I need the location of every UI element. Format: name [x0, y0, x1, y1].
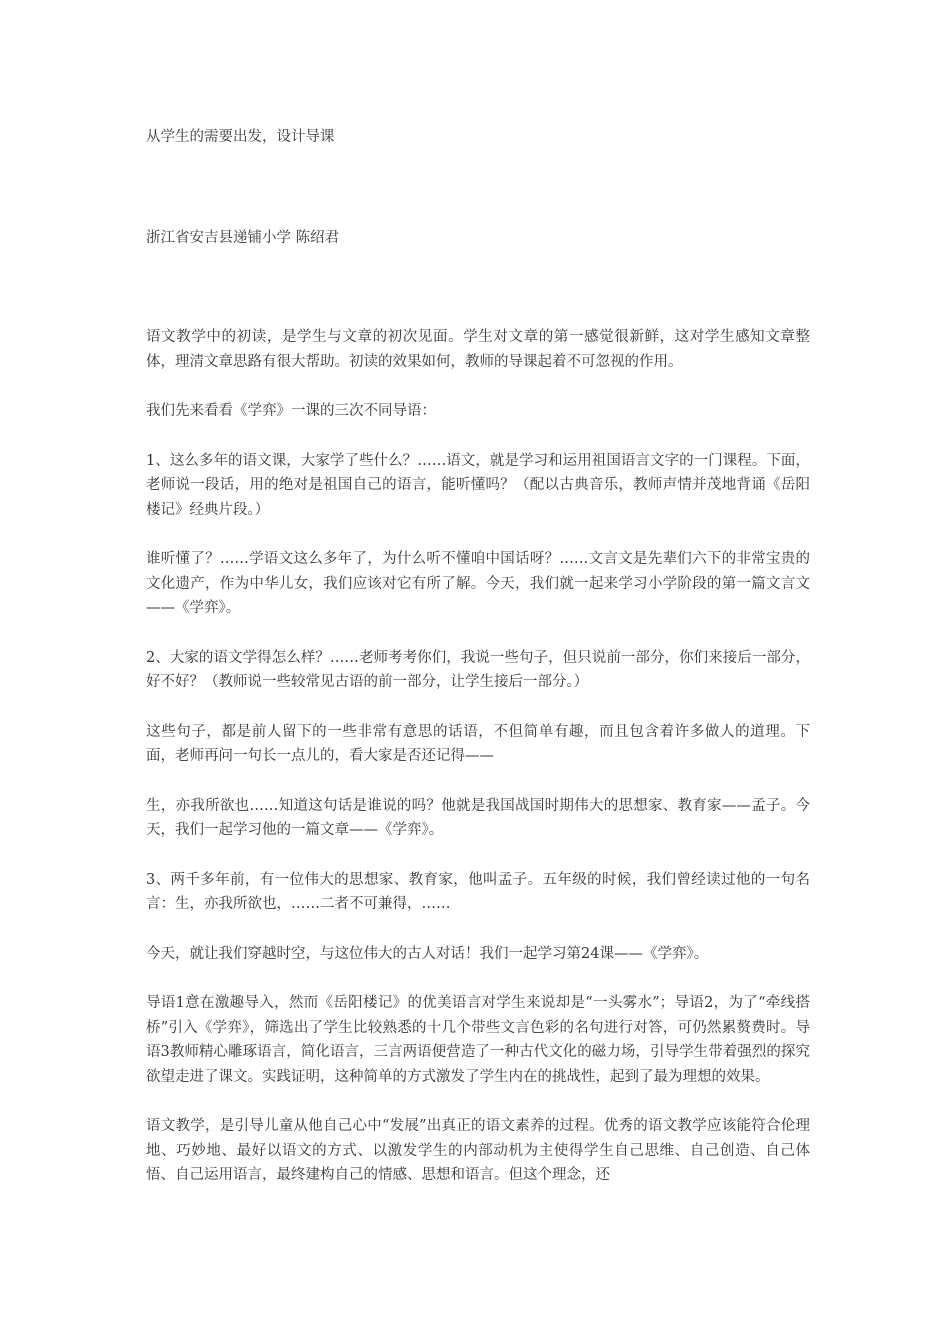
paragraph-intro-3: 3、两千多年前，有一位伟大的思想家、教育家，他叫孟子。五年级的时候，我们曾经读过他的一句名言：生，亦我所欲也，……二者不可兼得，……: [146, 871, 810, 912]
paragraph-lead-in: 我们先来看看《学弈》一课的三次不同导语：: [146, 403, 436, 419]
paragraph-intro-3-cont: 今天，就让我们穿越时空，与这位伟大的古人对话！我们一起学习第24课——《学弈》。: [146, 945, 709, 962]
paragraph-intro: 语文教学中的初读，是学生与文章的初次见面。学生对文章的第一感觉很新鲜，这对学生感知文章整体，理清文章思路有很大帮助。初读的效果如何，教师的导课起着不可忽视的作用。: [146, 329, 810, 370]
paragraph-conclusion: 语文教学，是引导儿童从他自己心中“发展”出真正的语文素养的过程。优秀的语文教学应该能符合伦理地、巧妙地、最好以语文的方式、以激发学生的内部动机为主使得学生自己思维、自己创造、自己体悟、自己运用语言，最终建构自己的情感、思想和语言。但这个理念，还: [146, 1118, 810, 1183]
paragraph-intro-2-cont: 这些句子，都是前人留下的一些非常有意思的话语，不但简单有趣，而且包含着许多做人的道理。下面，老师再问一句长一点儿的，看大家是否还记得——: [146, 723, 810, 764]
paragraph-intro-2-end: 生，亦我所欲也……知道这句话是谁说的吗？他就是我国战国时期伟大的思想家、教育家——孟子。今天，我们一起学习他的一篇文章——《学弈》。: [146, 797, 810, 838]
paragraph-intro-1-cont: 谁听懂了？……学语文这么多年了，为什么听不懂咱中国话呀？……文言文是先辈们六下的非常宝贵的文化遗产，作为中华儿女，我们应该对它有所了解。今天，我们就一起来学习小学阶段的第一篇文言文——《学弈》。: [146, 551, 810, 616]
paragraph-intro-2: 2、大家的语文学得怎么样？……老师考考你们，我说一些句子，但只说前一部分，你们来接后一部分，好不好？（教师说一些较常见古语的前一部分，让学生接后一部分。）: [146, 649, 810, 690]
paragraph-intro-1: 1、这么多年的语文课，大家学了些什么？……语文，就是学习和运用祖国语言文字的一门课程。下面，老师说一段话，用的绝对是祖国自己的语言，能听懂吗？（配以古典音乐，教师声情并茂地背诵《岳阳楼记》经典片段。）: [146, 452, 810, 518]
document-author: 浙江省安吉县递铺小学 陈绍君: [146, 230, 340, 246]
document-body: [146, 325, 810, 1213]
document-title: 从学生的需要出发，设计导课: [146, 129, 335, 145]
paragraph-analysis: 导语1意在激趣导入，然而《岳阳楼记》的优美语言对学生来说却是“一头雾水”；导语2，为了“牵线搭桥”引入《学弈》，筛选出了学生比较熟悉的十几个带些文言色彩的名句进行对答，可仍然累赘费时。导语3教师精心雕琢语言，简化语言，三言两语便营造了一种古代文化的磁力场，引导学生带着强烈的探究欲望走进了课文。实践证明，这种简单的方式激发了学生内在的挑战性，起到了最为理想的效果。: [146, 995, 810, 1085]
